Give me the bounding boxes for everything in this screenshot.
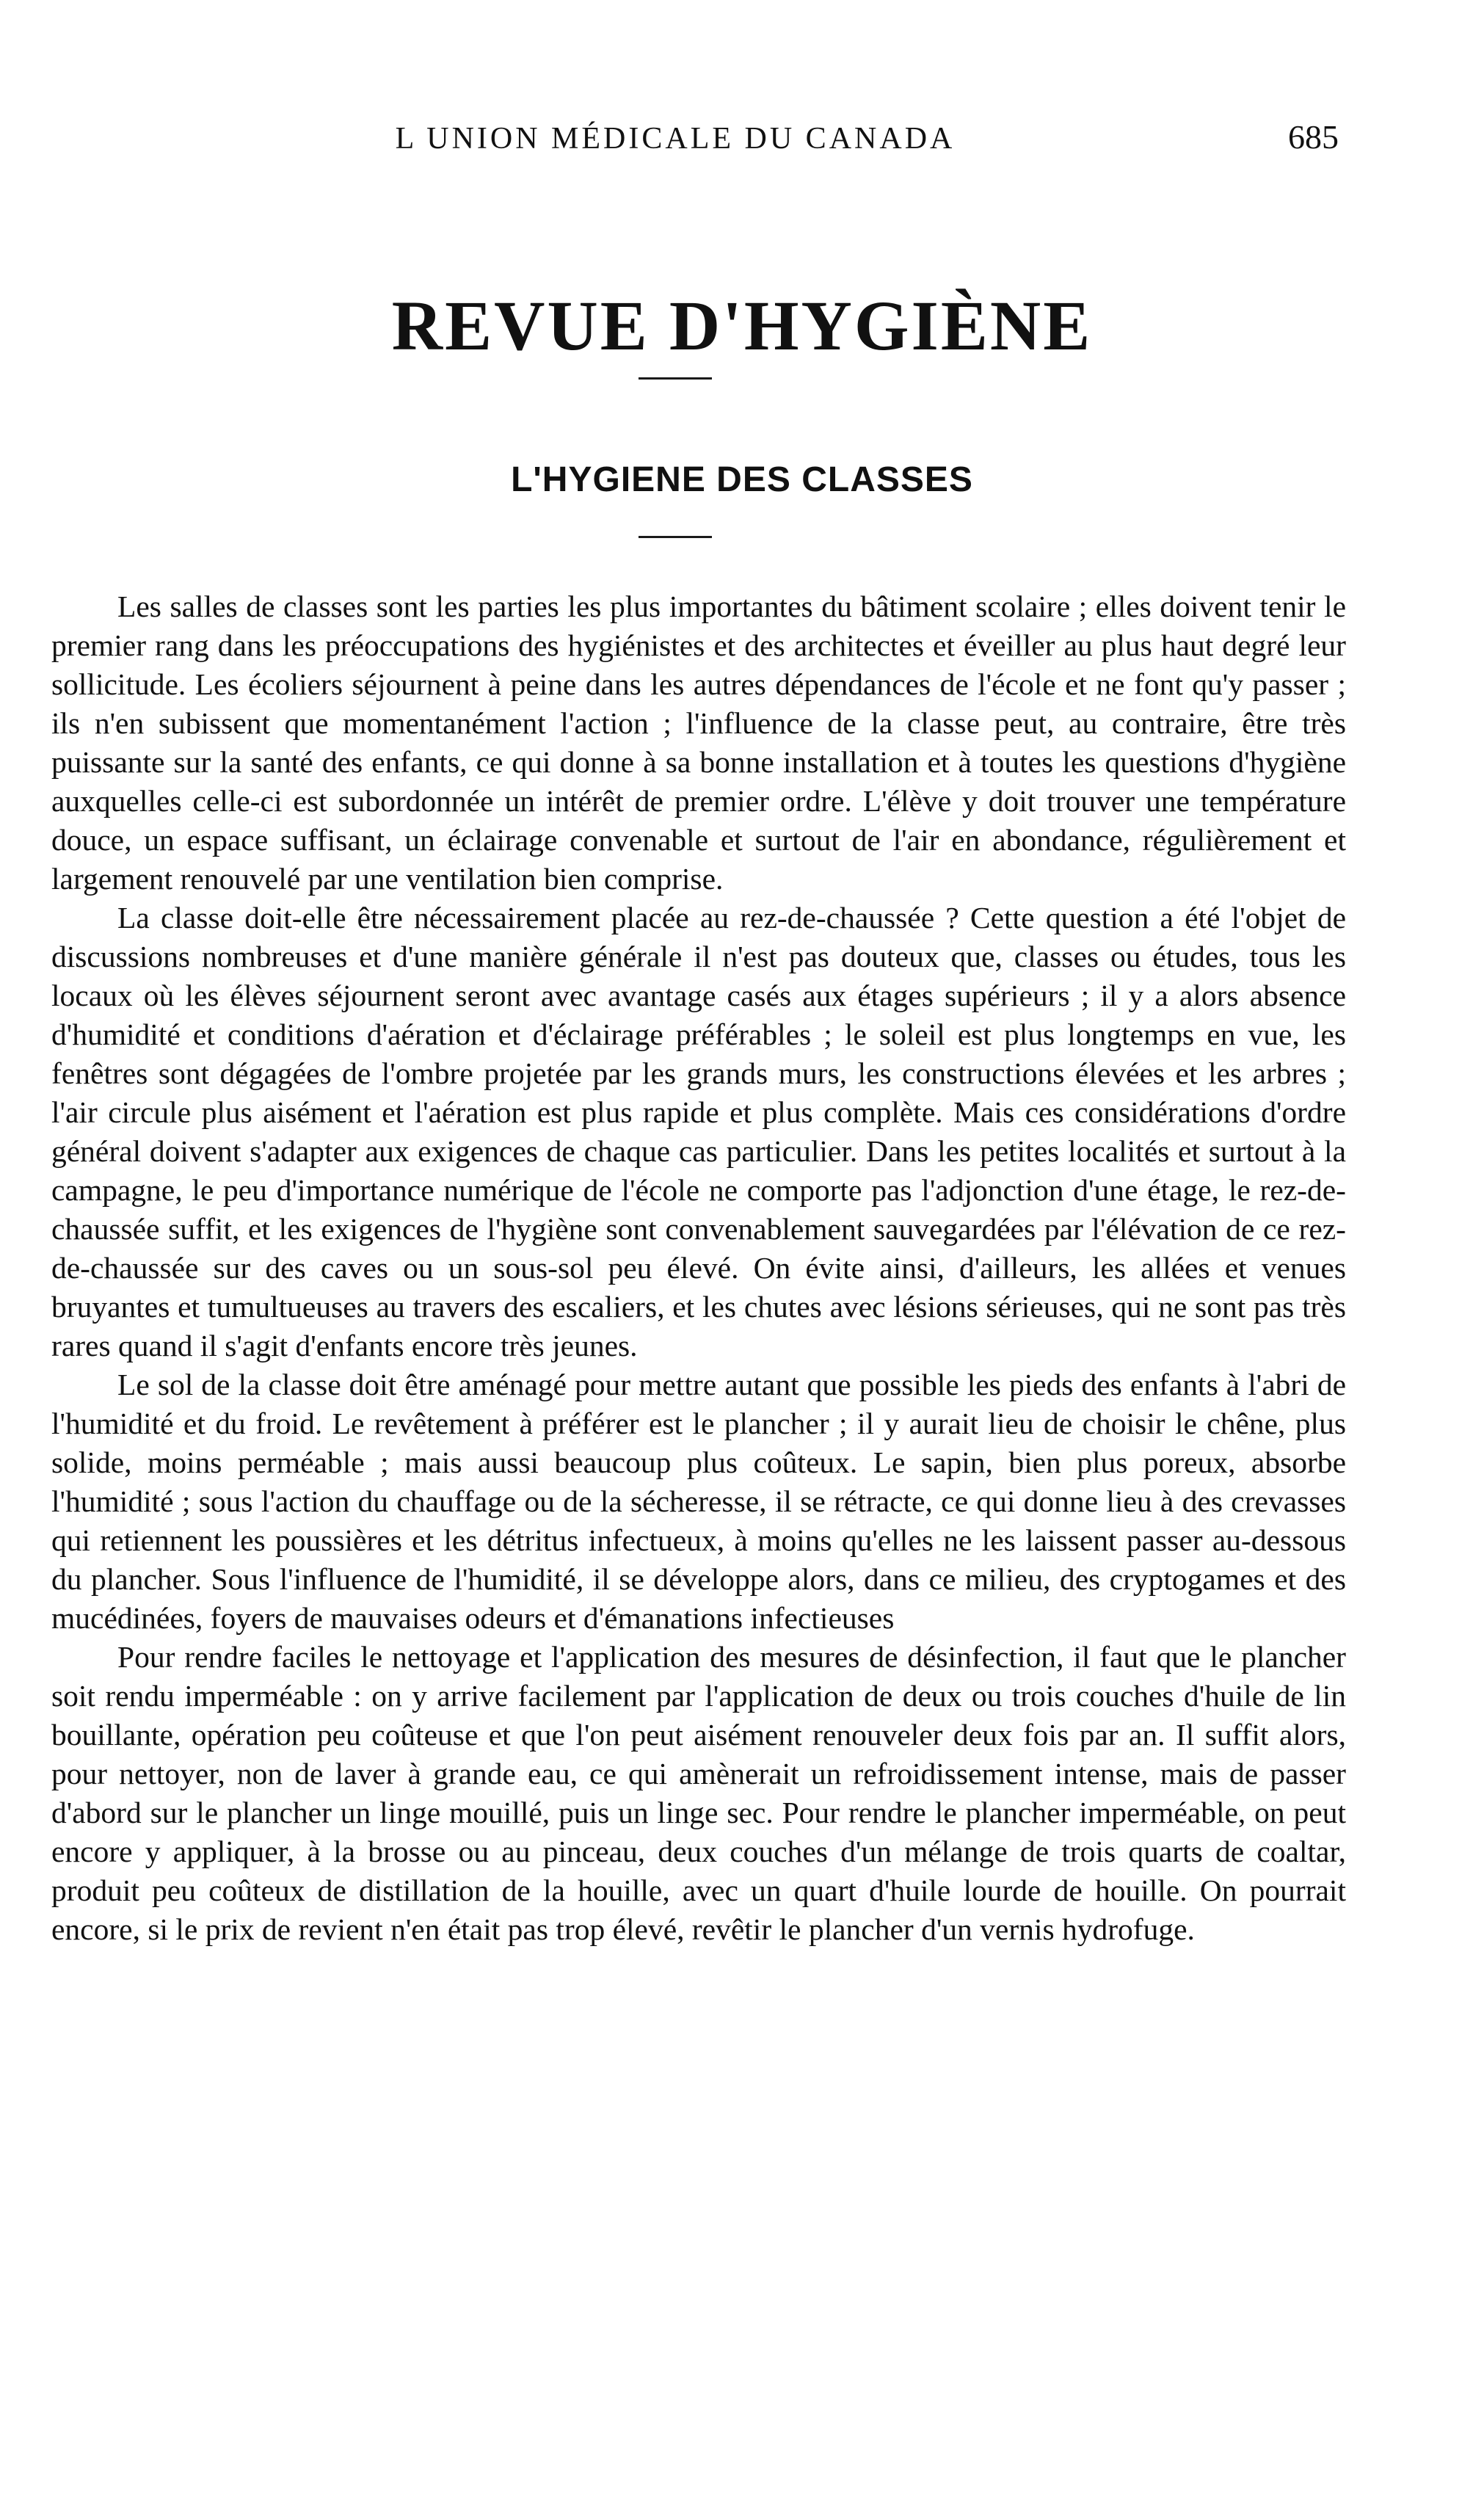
article-title: L'HYGIENE DES CLASSES <box>511 460 973 499</box>
title-divider <box>639 377 712 380</box>
article-divider <box>639 536 712 538</box>
paragraph-classrooms: Les salles de classes sont les parties les plus importantes du bâtiment scolaire ; elles doivent tenir le premier rang dans les préoccupations des hygiénistes et des architectes et éveiller au plus haut degré leur sollicitude. Les écoliers séjournent à peine dans les autres dépendances de l'école et ne font qu'y passer ; ils n'en subissent que momentanément l'action ; l'influence de la classe peut, au contraire, être très puissante sur la santé des enfants, ce qui donne à sa bonne installation et à toutes les questions d'hygiène auxquelles celle-ci est subordonnée un intérêt de premier ordre. L'élève y doit trouver une température douce, un espace suffisant, un éclairage convenable et surtout de l'air en abondance, régulièrement et largement renouvelé par une ventilation bien comprise. <box>51 589 1346 896</box>
paragraph-ground-floor: La classe doit-elle être nécessairement placée au rez-de-chaussée ? Cette question a été l'objet de discussions nombreuses et d'une manière générale il n'est pas douteux que, classes ou études, tous les locaux où les élèves séjournent seront avec avantage casés aux étages supérieurs ; il y a alors absence d'humidité et conditions d'aération et d'éclairage préférables ; le soleil est plus longtemps en vue, les fenêtres sont dégagées de l'ombre projetée par les grands murs, les constructions élevées et les arbres ; l'air circule plus aisément et l'aération est plus rapide et plus complète. Mais ces considérations d'ordre général doivent s'adapter aux exigences de chaque cas particulier. Dans les petites localités et surtout à la campagne, le peu d'importance numérique de l'école ne comporte pas l'adjonction d'une étage, le rez-de-chaussée suffit, et les exigences de l'hygiène sont convenablement sauvegardées par l'élévation de ce rez-de-chaussée sur des caves ou un sous-sol peu élevé. On évite ainsi, d'ailleurs, les allées et venues bruyantes et tumultueuses au travers des escaliers, et les chutes avec lésions sérieuses, qui ne sont pas très rares quand il s'agit d'enfants encore très jeunes. <box>51 901 1346 1362</box>
running-title: L UNION MÉDICALE DU CANADA <box>395 122 956 156</box>
article-body <box>51 587 1346 1949</box>
section-title: REVUE D'HYGIÈNE <box>391 286 1093 366</box>
paragraph-waterproofing: Pour rendre faciles le nettoyage et l'application des mesures de désinfection, il faut que le plancher soit rendu imperméable : on y arrive facilement par l'application de deux ou trois couches d'huile de lin bouillante, opération peu coûteuse et que l'on peut aisément renouveler deux fois par an. Il suffit alors, pour nettoyer, non de laver à grande eau, ce qui amènerait un refroidissement intense, mais de passer d'abord sur le plancher un linge mouillé, puis un linge sec. Pour rendre le plancher imperméable, on peut encore y appliquer, à la brosse ou au pinceau, deux couches d'un mélange de trois quarts de coaltar, produit peu coûteux de distillation de la houille, avec un quart d'huile lourde de houille. On pourrait encore, si le prix de revient n'en était pas trop élevé, revêtir le plancher d'un vernis hydrofuge. <box>51 1640 1346 1946</box>
page-number: 685 <box>1288 118 1339 156</box>
paragraph-floor-surface: Le sol de la classe doit être aménagé pour mettre autant que possible les pieds des enfants à l'abri de l'humidité et du froid. Le revêtement à préférer est le plancher ; il y aurait lieu de choisir le chêne, plus solide, moins perméable ; mais aussi beaucoup plus coûteux. Le sapin, bien plus poreux, absorbe l'humidité ; sous l'action du chauffage ou de la sécheresse, il se rétracte, ce qui donne lieu à des crevasses qui retiennent les poussières et les détritus infectueux, à moins qu'elles ne les laissent passer au-dessous du plancher. Sous l'influence de l'humidité, il se développe alors, dans ce milieu, des cryptogames et des mucédinées, foyers de mauvaises odeurs et d'émanations infectieuses <box>51 1368 1346 1635</box>
